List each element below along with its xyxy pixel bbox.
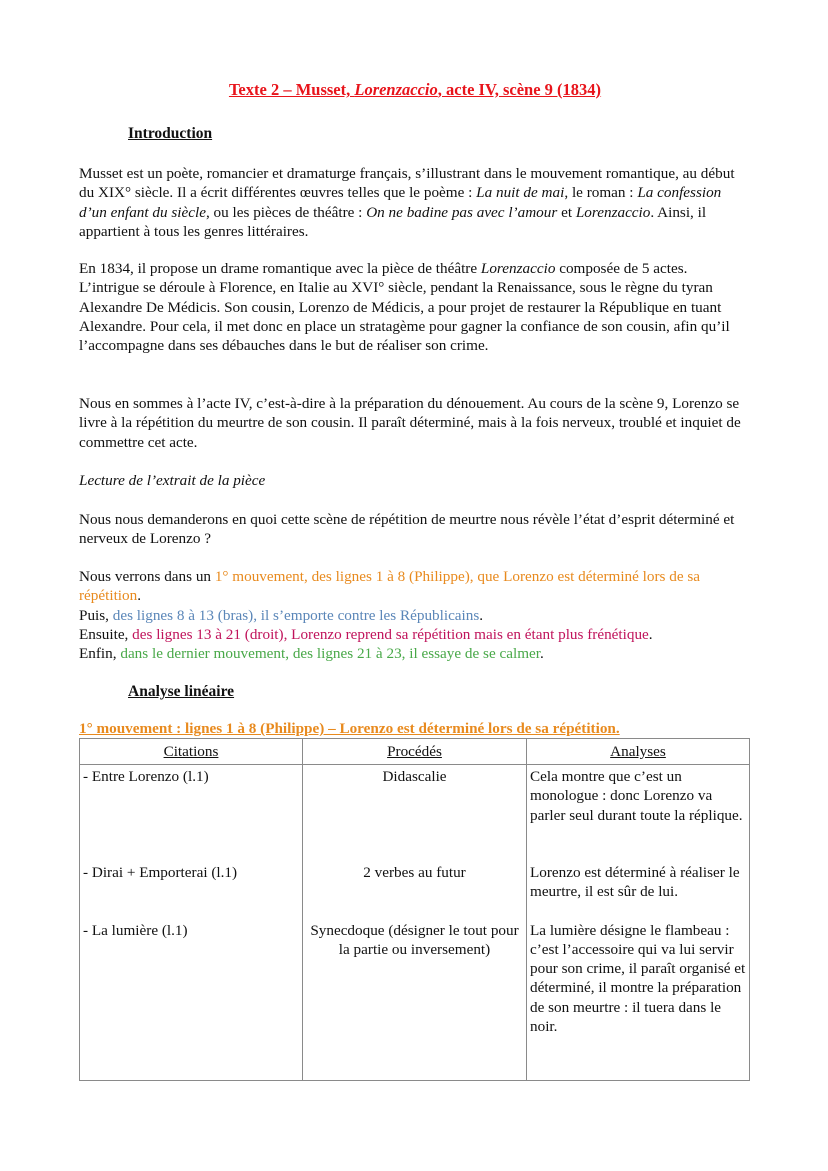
introduction-heading: Introduction (128, 125, 213, 142)
column-header-procedes: Procédés (303, 739, 527, 765)
movement-text: des lignes 8 à 13 (bras), il s’emporte contre les Républicains (112, 606, 480, 624)
text: Musset est un poète, romancier et dramaturge français, s’illustrant dans le mouvement romantique, au début du XIX° siècle. Il a écrit différentes œuvres telles que le poème : (79, 165, 735, 202)
reading-note: Lecture de l’extrait de la pièce (79, 472, 266, 489)
cell-procede: Synecdoque (désigner le tout pour la partie ou inversement) (303, 919, 527, 1081)
cell-analyse: Cela montre que c’est un monologue : donc Lorenzo va parler seul durant toute la réplique. (527, 765, 750, 861)
work-title: Lorenzaccio (480, 260, 556, 277)
lead: Enfin, (79, 645, 121, 663)
intro-paragraph-situation: Nous en sommes à l’acte IV, c’est-à-dire à la préparation du dénouement. Au cours de la scène 9, Lorenzo se livre à la répétition du meurtre de son cousin. Il paraît déterminé, mais à la fois nerveux, troublé et inquiet de commettre cet acte. (79, 395, 741, 451)
work-title: Lorenzaccio (575, 203, 651, 221)
end: . (137, 587, 141, 605)
plan-movement-2 (79, 606, 751, 625)
cell-citation: - Entre Lorenzo (l.1) (80, 765, 303, 861)
plan-movement-3 (79, 625, 751, 644)
cell-procede: Didascalie (303, 765, 527, 861)
movement-text: dans le dernier mouvement, des lignes 21 à 23, il essaye de se calmer (120, 645, 540, 663)
intro-paragraph-author (79, 164, 751, 241)
problematic: Nous nous demanderons en quoi cette scène de répétition de meurtre nous révèle l’état d’esprit déterminé et nerveux de Lorenzo ? (79, 511, 735, 548)
text: . Ainsi, il appartient à tous les genres littéraires. (79, 203, 707, 240)
plan-movement-4 (79, 644, 751, 663)
title-suffix: , acte IV, scène 9 (1834) (437, 80, 602, 99)
lead: Ensuite, (79, 625, 133, 643)
plan-announcement (79, 567, 751, 663)
table-header-row (80, 739, 750, 765)
title-prefix: Texte 2 – Musset, (228, 80, 355, 99)
work-title: La confession d’un enfant du siècle (79, 184, 722, 221)
movement-text: 1° mouvement, des lignes 1 à 8 (Philippe), que Lorenzo est déterminé lors de sa répétition (79, 568, 701, 605)
analysis-table (79, 738, 750, 1081)
work-title: La nuit de mai (476, 184, 565, 202)
text: , le roman : (564, 184, 638, 202)
text: composée de 5 actes. L’intrigue se déroule à Florence, en Italie au XVI° siècle, pendant la Renaissance, sous le règne du tyran Alexandre De Médicis. Son cousin, Lorenzo de Médicis, a pour projet de restaurer la République en tuant Alexandre. Pour cela, il met donc en place un stratagème pour gagner la confiance de son cousin, afin qu’il l’accompagne dans ses débauches dans le but de réaliser son crime. (79, 260, 730, 355)
plan-movement-1 (79, 567, 751, 606)
document-title (79, 80, 751, 99)
table-row (80, 765, 750, 861)
movement-text: des lignes 13 à 21 (droit), Lorenzo reprend sa répétition mais en étant plus frénétique (132, 625, 649, 643)
end: . (479, 606, 484, 624)
end: . (648, 625, 653, 643)
cell-procede: 2 verbes au futur (303, 861, 527, 919)
lead: Nous verrons dans un (79, 568, 215, 585)
end: . (539, 645, 544, 663)
text: , ou les pièces de théâtre : (205, 203, 367, 221)
title-work: Lorenzaccio (354, 80, 438, 99)
column-header-analyses: Analyses (527, 739, 750, 765)
movement-1-heading: 1° mouvement : lignes 1 à 8 (Philippe) – Lorenzo est déterminé lors de sa répétition. (79, 720, 620, 737)
table-row (80, 919, 750, 1081)
cell-analyse: Lorenzo est déterminé à réaliser le meurtre, il est sûr de lui. (527, 861, 750, 919)
table-row (80, 861, 750, 919)
cell-citation: - La lumière (l.1) (80, 919, 303, 1081)
column-header-citations: Citations (80, 739, 303, 765)
work-title: On ne badine pas avec l’amour (366, 203, 558, 221)
lead: Puis, (79, 606, 113, 624)
cell-analyse: La lumière désigne le flambeau : c’est l’accessoire qui va lui servir pour son crime, il paraît organisé et déterminé, il montre la préparation de son meurtre : il tuera dans le noir. (527, 919, 750, 1081)
cell-citation: - Dirai + Emporterai (l.1) (80, 861, 303, 919)
analysis-heading: Analyse linéaire (128, 683, 235, 700)
text: En 1834, il propose un drame romantique avec la pièce de théâtre (79, 260, 481, 277)
intro-paragraph-context (79, 259, 751, 355)
text: et (557, 203, 576, 221)
